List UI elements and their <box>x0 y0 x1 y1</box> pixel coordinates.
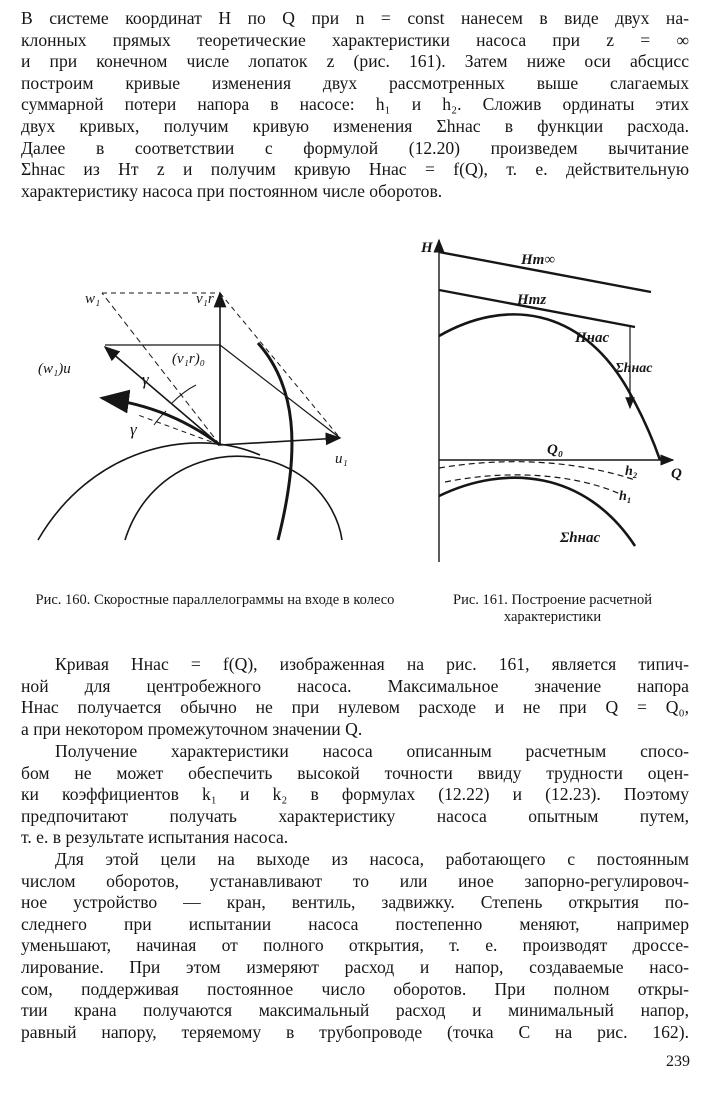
label-w1u: (w₁)u <box>38 361 71 377</box>
text-line: клонных прямых теоретические характеристики насоса при z = ∞ <box>21 29 689 50</box>
intro-paragraph <box>21 8 689 202</box>
figure-160-velocity-parallelograms <box>30 255 400 545</box>
text-line: ной для центробежного насоса. Максимальное значение напора <box>21 675 689 696</box>
label-u1: u₁ <box>335 451 348 467</box>
label-h1: h₁ <box>619 489 632 504</box>
text-line: Σhнас из Hт z и получим кривую Hнас = f(Q), т. е. действительную <box>21 159 689 180</box>
label-ht-z: Hтz <box>517 292 547 308</box>
label-h-nas: Hнас <box>575 330 610 346</box>
text-line: ки коэффициентов k₁ и k₂ в формулах (12.22) и (12.23). Поэтому <box>21 784 689 805</box>
text-line: бом не может обеспечить высокой точности ввиду трудности оцен- <box>21 762 689 783</box>
text-line: Hнас получается обычно не при нулевом расходе и не при Q = Q₀, <box>21 697 689 718</box>
label-h2: h₂ <box>625 464 638 479</box>
w1-vector <box>102 293 220 445</box>
body-paragraph-3 <box>21 849 689 1043</box>
text-line: т. е. в результате испытания насоса. <box>21 827 289 848</box>
text-line: Получение характеристики насоса описанным расчетным спосо- <box>55 741 689 761</box>
text-line: а при некотором промежуточном значении Q. <box>21 718 363 739</box>
text-line: двух кривых, получим кривую изменения Σhнас в функции расхода. <box>21 115 689 136</box>
h2-curve <box>439 462 635 480</box>
label-v1r: v₁r <box>196 291 214 307</box>
text-line: сом, поддерживая постоянное число оборотов. При полном откры- <box>21 978 689 999</box>
text-line: равный напору, теряемому в трубопроводе (точка C на рис. 162). <box>21 1021 689 1042</box>
blade-tangent-vector <box>102 398 220 445</box>
h-nas-curve <box>439 314 660 460</box>
label-q0: Q₀ <box>547 442 564 458</box>
figure-160-caption: Рис. 160. Скоростные параллелограммы на входе в колесо <box>35 592 395 608</box>
wheel-hub-arc <box>38 443 260 540</box>
label-sum-h-arrow: Σhнас <box>615 361 653 376</box>
label-h-axis: H <box>421 240 433 256</box>
text-line: суммарной потери напора в насосе: h₁ и h₂. Сложив ординаты этих <box>21 94 689 115</box>
text-line: ное устройство — кран, вентиль, задвижку. Степень открытия по- <box>21 892 689 913</box>
label-sum-h-curve: Σhнас <box>560 530 601 546</box>
text-line: предпочитают получать характеристику насоса опытным путем, <box>21 805 689 826</box>
page-number: 239 <box>666 1053 690 1070</box>
text-line: числом оборотов, устанавливают то или иное запорно-регулировоч- <box>21 870 689 891</box>
text-line: Кривая Hнас = f(Q), изображенная на рис. 161, является типич- <box>55 654 689 674</box>
text-line: построим кривые изменения двух рассмотренных выше слагаемых <box>21 72 689 93</box>
label-gamma: γ <box>142 370 149 389</box>
figure-161-caption: Рис. 161. Построение расчетной характеристики <box>453 592 652 625</box>
label-gamma1: γ <box>130 420 137 439</box>
figure-161-characteristic <box>415 232 690 572</box>
text-line: В системе координат H по Q при n = const нанесем в виде двух на- <box>21 8 689 28</box>
text-line: Для этой цели на выходе из насоса, работающего с постоянным <box>55 849 689 869</box>
body-paragraph-2 <box>21 741 689 849</box>
text-line: лирование. При этом измеряют расход и напор, создаваемые насо- <box>21 956 689 977</box>
text-line: характеристику насоса при постоянном числе оборотов. <box>21 180 443 201</box>
u1-vector <box>220 438 340 445</box>
label-ht-infinity: Hт∞ <box>521 252 556 268</box>
label-w1: w₁ <box>85 291 101 307</box>
wheel-outer-arc <box>125 456 342 540</box>
text-line: и при конечном числе лопаток z (рис. 161). Затем ниже оси абсцисс <box>21 51 689 72</box>
text-line: Далее в соответствии с формулой (12.20) произведем вычитание <box>21 137 689 158</box>
text-line: тии крана получаются максимальный расход и минимальный напор, <box>21 1000 689 1021</box>
text-line: следнего при испытании насоса постепенно меняют, например <box>21 913 689 934</box>
label-v1r0: (v₁r)₀ <box>172 351 205 367</box>
label-q-axis: Q <box>671 466 682 482</box>
text-line: уменьшают, начиная от полного открытия, т. е. производят дроссе- <box>21 935 689 956</box>
body-paragraph-1 <box>21 654 689 740</box>
